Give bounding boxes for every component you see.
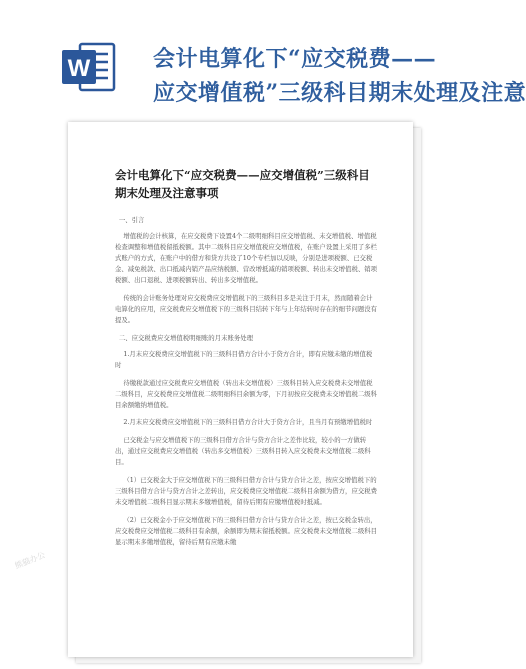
paragraph: （1）已交税金大于应交增值税下的三级科目借方合计与贷方合计之差，按应交增值税下的三级科目借方合计与贷方合计之差转出，应交税费应交增值税二级科目余额为借方，应交税费未交增值税二级科目显示期末多缴增值税，留待后期有应缴增值税时抵减。 [115,475,378,506]
paragraph: 2.月末应交税费应交增值税下的三级科目借方合计大于贷方合计，且当月有预缴增值税时 [123,418,373,427]
banner-title-line-2: 应交增值税”三级科目期末处理及注意 [153,80,526,106]
paragraph: 待缴税款通过应交税费应交增值税（转出未交增值税）三级科目转入应交税费未交增值税二级科目，应交税费应交增值税二级明细科目余额为零，下月初按应交税费未交增值税二级科目余额缴纳增值税。 [115,378,378,409]
paragraph: 已交税金与应交增值税下的三级科目借方合计与贷方合计之差作比较，较小的一方做转出，通过应交税费应交增值税（转出多交增值税）三级科目转入应交税费未交增值税二级科目。 [115,436,371,467]
paragraph: 增值税的会计核算，在应交税费下设置4个二级明细科目应交增值税、未交增值税、增值税检查调整和增值税留抵税额。其中二级科目应交增值税应交增值税，在账户设置上采用了多栏式账户的方式，在账户中的借方和贷方共设了10个专栏加以反映，分别是进项税额、已交税金、减免税款、出口抵减内销产品应纳税额、营改增抵减的销项税额、转出未交增值税、销项税额、出口退税、进项税额转出、转出多交增值税。 [115,232,378,285]
banner-title-line-1: 会计电算化下“应交税费—— [153,46,437,72]
document-title: 会计电算化下“应交税费——应交增值税”三级科目期末处理及注意事项 [115,168,370,200]
document-preview[interactable] [68,122,413,660]
header [0,0,526,120]
paragraph: 传统的会计账务处理对应交税费应交增值税下的三级科目多是关注于月末，然而随着会计电算化的应用，应交税费应交增值税下的三级科目结转下年与上年结转时存在的细节问题没有提及。 [115,294,378,325]
paragraph: 1.月末应交税费应交增值税下的三级科目借方合计小于贷方合计，即有应缴未缴的增值税时 [115,349,373,370]
svg-text:W: W [67,55,91,82]
section-heading: 一、引言 [118,216,145,224]
word-icon [60,38,118,96]
watermark: 熊猫办公 [13,550,47,571]
document-body [115,215,377,554]
section-heading: 二、应交税费应交增值税明细账的月末账务处理 [118,333,254,342]
document-page [68,122,413,657]
paragraph: （2）已交税金小于应交增值税下的三级科目借方合计与贷方合计之差，按已交税金转出，应交税费应交增值税二级科目有余额，余额即为期末留抵税额。应交税费未交增值税二级科目显示期末多缴增值税，留待后期有应缴未缴 [115,515,378,546]
